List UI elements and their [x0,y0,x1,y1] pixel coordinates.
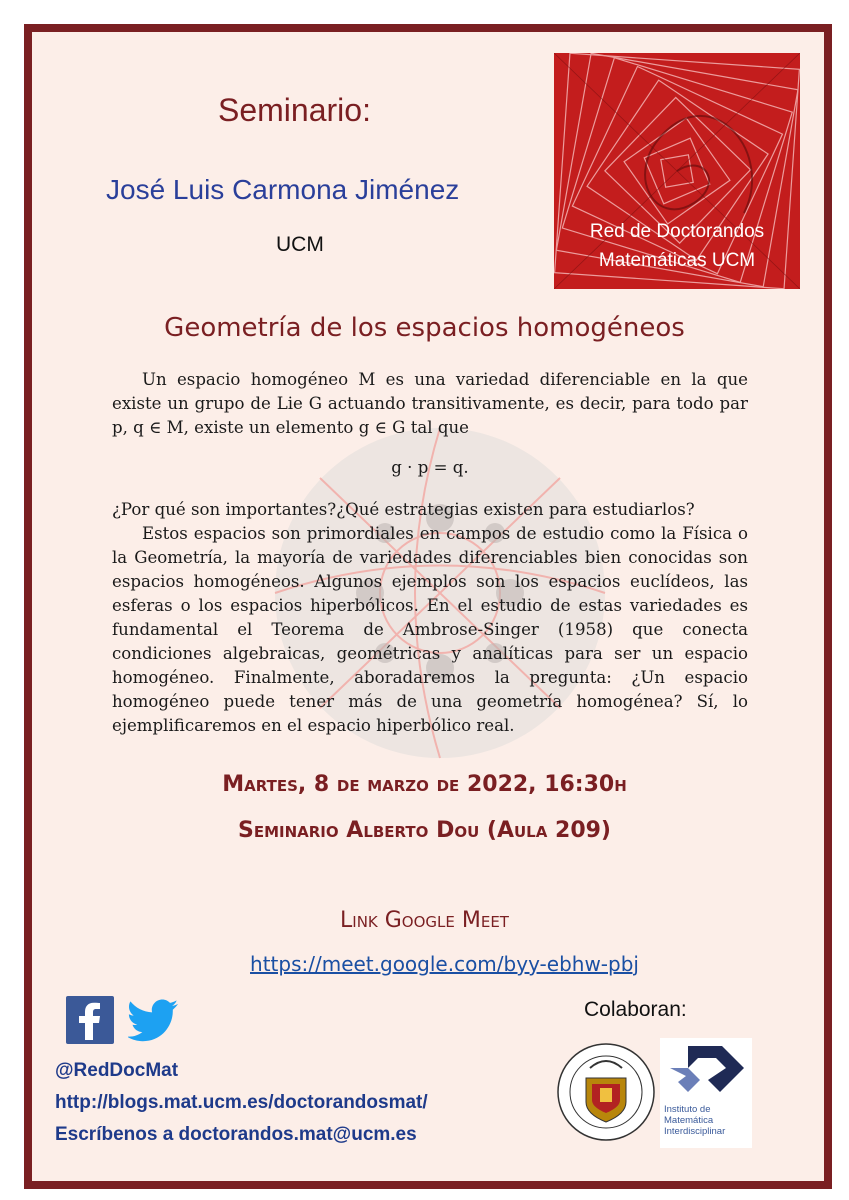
meet-label: Link Google Meet [340,908,509,933]
seminar-date-time: Martes, 8 de marzo de 2022, 16:30h [222,772,627,797]
social-handle[interactable]: @RedDocMat [55,1060,179,1081]
poster-title: Seminario: [218,92,371,128]
twitter-icon[interactable] [128,998,180,1042]
speaker-name: José Luis Carmona Jiménez [106,174,460,205]
imi-logo-graphic [660,1038,752,1102]
imi-logo-text: Instituto de Matemática Interdisciplinar [664,1104,726,1137]
facebook-icon[interactable] [66,996,114,1044]
meet-link[interactable]: https://meet.google.com/byy-ebhw-pbj [250,952,639,976]
blog-link[interactable]: http://blogs.mat.ucm.es/doctorandosmat/ [55,1092,428,1113]
red-doctorandos-logo [554,53,800,289]
abstract-paragraph-3: Estos espacios son primordiales en campos de estudio como la Física o la Geometría, la mayoría de variedades diferenciables bien conocidas son espacios homogéneos. Algunos ejemplos son los espacios euclídeos, las esferas o los espacios hiperbólicos. En el estudio de estas variedades es fundamental el Teorema de Ambrose-Singer (1958) que conecta condiciones algebraicas, geométricas y analíticas para ser un espacio homogéneo. Finalmente, aboradaremos la pregunta: ¿Un espacio homogéneo puede tener más de una geometría homogénea? Sí, lo ejemplificaremos en el espacio hiperbólico real. [112,524,748,735]
ucm-seal-logo [556,1038,656,1146]
talk-title: Geometría de los espacios homogéneos [164,313,685,343]
logo-line-1: Red de Doctorandos [589,221,765,242]
imi-logo [660,1038,752,1148]
contact-email[interactable]: Escríbenos a doctorandos.mat@ucm.es [55,1124,417,1145]
collaborators-label: Colaboran: [584,998,687,1021]
abstract-paragraph-2: ¿Por qué son importantes?¿Qué estrategias existen para estudiarlos? [112,500,695,519]
speaker-affiliation: UCM [276,233,324,256]
seminar-location: Seminario Alberto Dou (Aula 209) [237,818,611,843]
logo-line-2: Matemáticas UCM [598,250,756,271]
abstract-paragraph-1: Un espacio homogéneo M es una variedad diferenciable en la que existe un grupo de Lie G actuando transitivamente, es decir, para todo par p, q ∈ M, existe un elemento g ∈ G tal que [112,370,748,437]
abstract [112,368,748,738]
abstract-equation: g · p = q. [391,458,469,477]
logo-text [554,217,800,275]
